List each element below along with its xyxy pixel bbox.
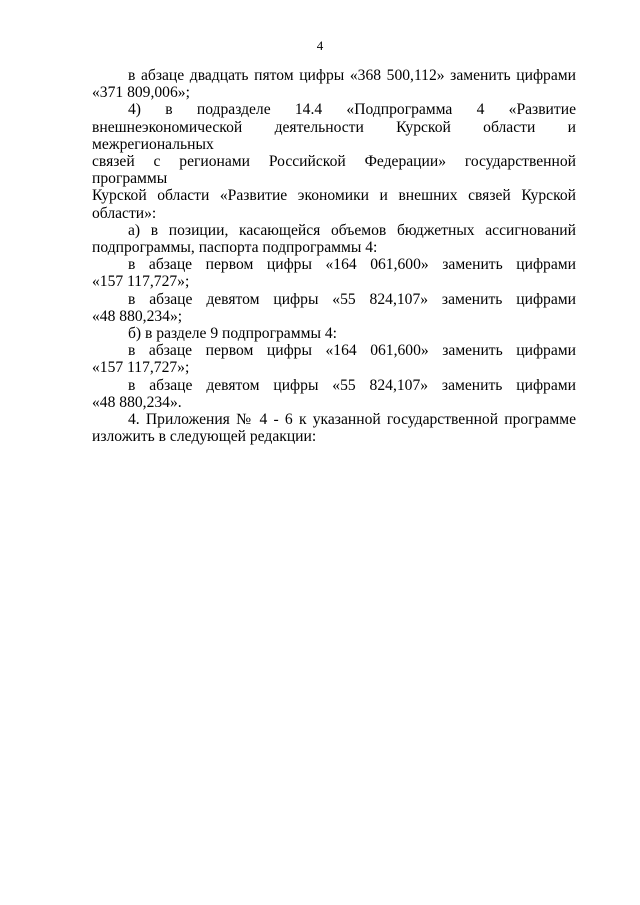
text-line: «48 880,234». bbox=[92, 393, 182, 411]
text-line: внешнеэкономической деятельности Курской области и межрегиональных bbox=[92, 118, 576, 153]
text-line: «157 117,727»; bbox=[92, 273, 190, 291]
paragraph-8 bbox=[92, 377, 576, 411]
paragraph-5 bbox=[92, 291, 576, 325]
text-line: Курской области «Развитие экономики и внешних связей Курской bbox=[92, 187, 576, 205]
text-line: в абзаце первом цифры «164 061,600» заменить цифрами bbox=[128, 342, 576, 360]
text-line: в абзаце двадцать пятом цифры «368 500,112» заменить цифрами bbox=[128, 67, 576, 84]
text-line: «157 117,727»; bbox=[92, 359, 190, 377]
text-line: б) в разделе 9 подпрограммы 4: bbox=[128, 325, 337, 343]
paragraph-4 bbox=[92, 256, 576, 290]
text-line: а) в позиции, касающейся объемов бюджетных ассигнований bbox=[128, 221, 576, 239]
text-line: «371 809,006»; bbox=[92, 84, 190, 102]
page-number: 4 bbox=[316, 38, 324, 53]
text-line: области»: bbox=[92, 204, 157, 222]
text-line: 4) в подразделе 14.4 «Подпрограмма 4 «Развитие bbox=[128, 101, 576, 119]
paragraph-3 bbox=[92, 222, 576, 256]
paragraph-2 bbox=[92, 101, 576, 221]
paragraph-6 bbox=[92, 325, 576, 342]
document-body bbox=[92, 67, 576, 445]
text-line: в абзаце девятом цифры «55 824,107» заменить цифрами bbox=[128, 376, 576, 394]
paragraph-7 bbox=[92, 342, 576, 376]
paragraph-9 bbox=[92, 411, 576, 445]
text-line: «48 880,234»; bbox=[92, 307, 183, 325]
text-line: 4. Приложения № 4 - 6 к указанной государственной программе bbox=[128, 411, 576, 429]
text-line: в абзаце девятом цифры «55 824,107» заменить цифрами bbox=[128, 290, 576, 308]
paragraph-1 bbox=[92, 67, 576, 101]
text-line: в абзаце первом цифры «164 061,600» заменить цифрами bbox=[128, 256, 576, 274]
text-line: связей с регионами Российской Федерации» государственной программы bbox=[92, 153, 576, 188]
text-line: подпрограммы, паспорта подпрограммы 4: bbox=[92, 239, 378, 257]
text-line: изложить в следующей редакции: bbox=[92, 428, 317, 446]
